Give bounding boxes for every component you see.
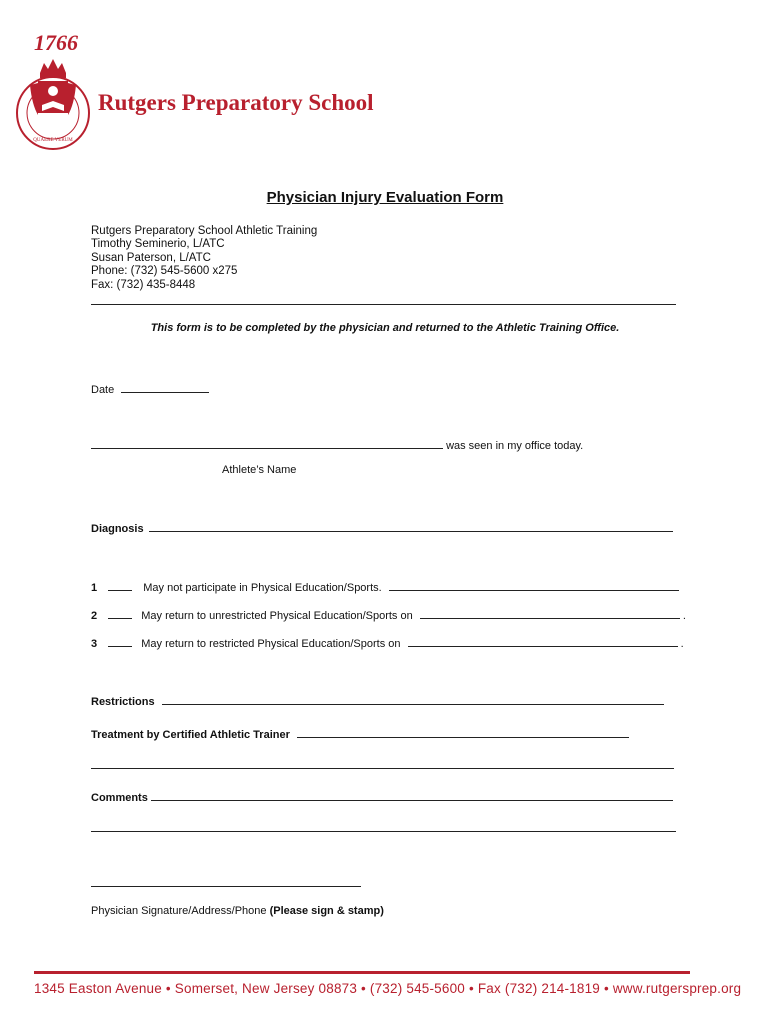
restrictions-field[interactable] [162,694,664,705]
diagnosis-field[interactable] [149,521,673,532]
athlete-seen-row [91,438,583,452]
option-number: 1 [91,582,98,594]
contact-block [91,225,317,292]
option-text: May return to restricted Physical Education/Sports on [141,638,401,650]
contact-line: Phone: (732) 545-5600 x275 [91,265,238,278]
comments-field-continued[interactable] [91,831,676,832]
school-seal-logo [10,55,96,151]
restrictions-row [91,694,664,708]
contact-line: Susan Paterson, L/ATC [91,251,211,264]
option-row-3 [91,636,684,650]
athlete-name-field[interactable] [91,438,443,449]
option-check-field[interactable] [108,608,132,619]
option-number: 2 [91,610,98,622]
seen-text: was seen in my office today. [446,440,584,452]
comments-field[interactable] [151,790,673,801]
option-row-2 [91,608,686,622]
option-row-1 [91,580,679,594]
option-number: 3 [91,638,98,650]
treatment-row [91,727,629,741]
option-date-field[interactable] [408,636,678,647]
option-check-field[interactable] [108,636,132,647]
date-row [91,382,209,396]
option-detail-field[interactable] [389,580,679,591]
founding-year: 1766 [34,30,78,55]
date-field[interactable] [121,382,209,393]
restrictions-label: Restrictions [91,696,155,708]
contact-line: Fax: (732) 435-8448 [91,278,196,291]
diagnosis-label: Diagnosis [91,523,144,535]
option-end: . [680,638,684,650]
option-text: May not participate in Physical Education/Sports. [143,582,382,594]
option-text: May return to unrestricted Physical Education/Sports on [141,610,413,622]
option-end: . [682,610,686,622]
athlete-name-label: Athlete’s Name [222,464,297,476]
diagnosis-row [91,521,673,535]
footer-divider [34,971,690,974]
treatment-field-continued[interactable] [91,768,674,769]
contact-line: Timothy Seminerio, L/ATC [91,238,225,251]
treatment-field[interactable] [297,727,629,738]
comments-label: Comments [91,792,148,804]
option-check-field[interactable] [108,580,132,591]
signature-field[interactable] [91,886,361,887]
signature-note: (Please sign & stamp) [269,905,384,917]
signature-label: Physician Signature/Address/Phone [91,905,267,917]
school-name: Rutgers Preparatory School [98,90,374,115]
treatment-label: Treatment by Certified Athletic Trainer [91,729,290,741]
signature-caption [91,905,384,917]
contact-line: Rutgers Preparatory School Athletic Training [91,225,318,237]
svg-text:QUAERE VERUM: QUAERE VERUM [33,138,73,143]
footer-address: 1345 Easton Avenue • Somerset, New Jersey 08873 • (732) 545-5600 • Fax (732) 214-1819 • www.rutgersprep.org [34,981,742,996]
comments-row [91,790,673,804]
divider [91,304,676,305]
form-instruction: This form is to be completed by the physician and returned to the Athletic Training Office. [150,322,620,334]
option-date-field[interactable] [420,608,680,619]
form-title: Physician Injury Evaluation Form [266,189,504,206]
date-label: Date [91,384,115,396]
